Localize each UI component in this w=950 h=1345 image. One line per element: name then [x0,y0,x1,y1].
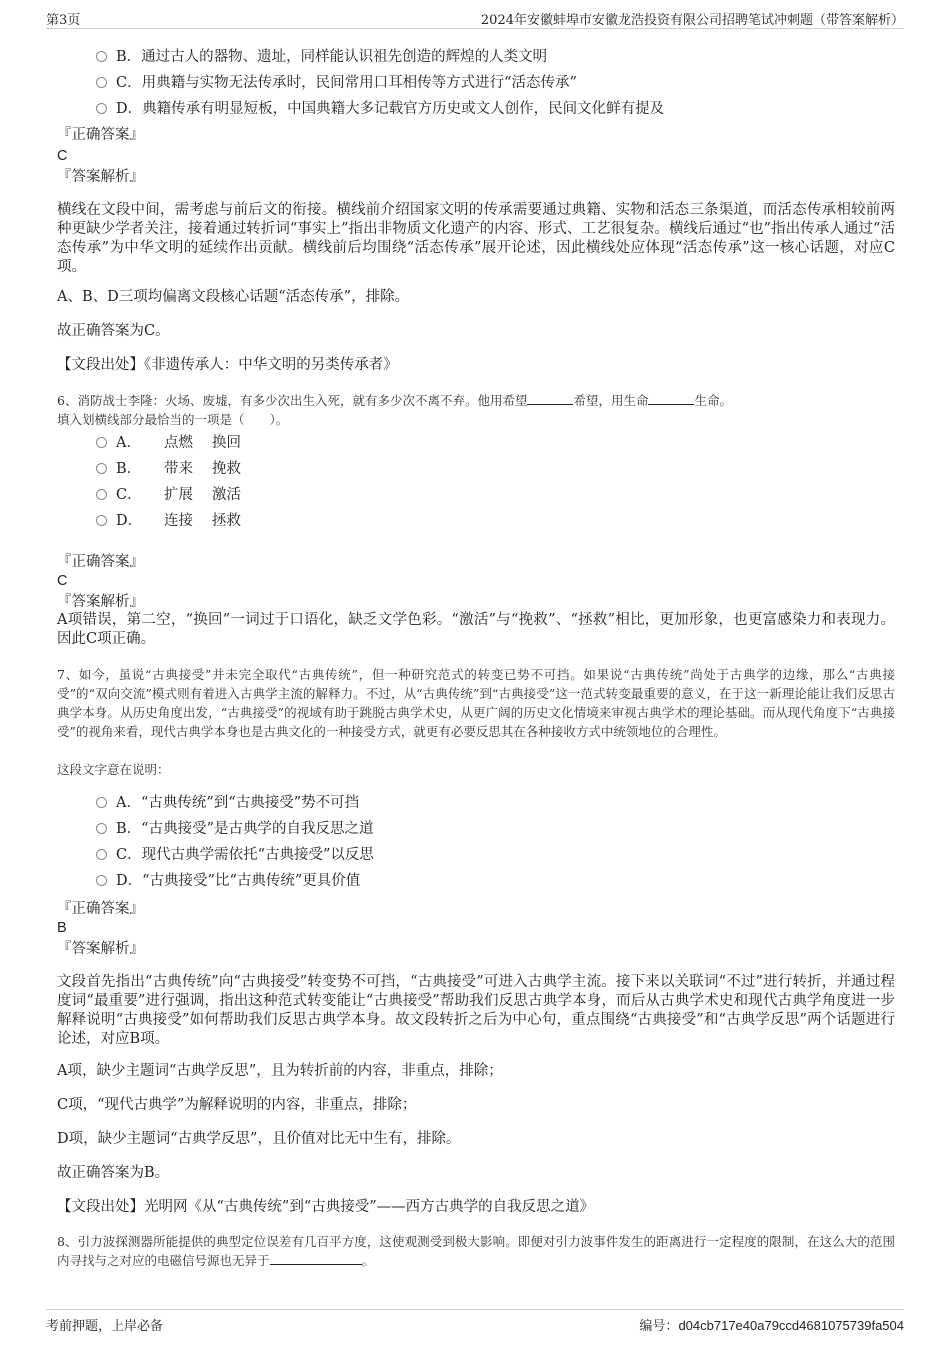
q7-option-b[interactable]: B．“古典接受”是古典学的自我反思之道 [96,818,373,840]
q7-option-a[interactable]: A．“古典传统”到“古典接受”势不可挡 [96,792,359,814]
radio-icon[interactable] [96,463,107,474]
q5-analysis-paragraph: 横线在文段中间，需考虑与前后文的衔接。横线前介绍国家文明的传承需要通过典籍、实物和活态三条渠道，而活态传承相较前两种更缺少学者关注，接着通过转折词“事实上”指出非物质文化遗产的内容、形式、工艺很复杂。横线后通过“也”指出传承人通过“活态传承”为中华文明的延续作出贡献。横线前后均围绕“活态传承”展开论述，因此横线处应体现“活态传承”这一核心话题，对应C项。 [57,202,895,275]
q5-answer: C [57,148,68,164]
q6-analysis: A项错误，第二空，“换回”一词过于口语化，缺乏文学色彩。“激活”与“挽救”、“拯救”相比，更加形象，也更富感染力和表现力。因此C项正确。 [57,612,895,647]
q6-analysis-label: 『答案解析』 [57,594,144,610]
q5-option-b[interactable]: B．通过古人的器物、遗址，同样能认识祖先创造的辉煌的人类文明 [96,46,547,68]
radio-icon[interactable] [96,77,107,88]
q6-option-a[interactable]: A． 点燃 换回 [96,432,241,454]
q5-answer-label: 『正确答案』 [57,127,144,143]
blank-1 [527,392,573,405]
radio-icon[interactable] [96,51,107,62]
q6-option-c[interactable]: C． 扩展 激活 [96,484,241,506]
q5-analysis-exclusion: A、B、D三项均偏离文段核心话题“活态传承”，排除。 [57,289,410,305]
page-footer [46,1309,904,1336]
q7-analysis-label: 『答案解析』 [57,941,144,957]
q7-answer-label: 『正确答案』 [57,901,144,917]
q6-answer-label: 『正确答案』 [57,554,144,570]
radio-icon[interactable] [96,875,107,886]
document-title: 2024年安徽蚌埠市安徽龙浩投资有限公司招聘笔试冲刺题（带答案解析） [480,13,904,28]
radio-icon[interactable] [96,849,107,860]
q7-source: 【文段出处】光明网《从“古典传统”到“古典接受”——西方古典学的自我反思之道》 [57,1199,595,1215]
radio-icon[interactable] [96,103,107,114]
q7-analysis-paragraph: 文段首先指出“古典传统”向“古典接受”转变势不可挡，“古典接受”可进入古典学主流。接下来以关联词“不过”进行转折，并通过程度词“最重要”进行强调，指出这种范式转变能让“古典接受”帮助我们反思古典学本身，而后从古典学术史和现代古典学角度进一步解释说明“古典接受”如何帮助我们反思古典学本身。故文段转折之后为中心句，重点围绕“古典接受”和“古典学反思”两个话题进行论述，对应B项。 [57,974,895,1047]
q5-option-d[interactable]: D．典籍传承有明显短板，中国典籍大多记载官方历史或文人创作，民间文化鲜有提及 [96,98,664,120]
radio-icon[interactable] [96,515,107,526]
q8-stem: 8、引力波探测器所能提供的典型定位误差有几百平方度，这使观测受到极大影响。即便对引力波事件发生的距离进行一定程度的限制，在这么大的范围内寻找与之对应的电磁信号源也无异于 。 [57,1234,895,1268]
q5-source: 【文段出处】《非遗传承人：中华文明的另类传承者》 [57,357,398,373]
q7-question: 这段文字意在说明： [57,762,170,777]
q5-option-c[interactable]: C．用典籍与实物无法传承时，民间常用口耳相传等方式进行“活态传承” [96,72,577,94]
q6-stem: 6、消防战士李隆：火场、废墟，有多少次出生入死，就有多少次不离不弃。他用希望 希望，用生命 生命。 [57,393,732,408]
q5-analysis-label: 『答案解析』 [57,169,144,185]
q7-option-d[interactable]: D．“古典接受”比“古典传统”更具价值 [96,870,360,892]
radio-icon[interactable] [96,489,107,500]
page-number: 第3页 [46,13,81,28]
q6-option-b[interactable]: B． 带来 挽救 [96,458,241,480]
radio-icon[interactable] [96,823,107,834]
blank-1 [270,1252,362,1265]
q6-prompt: 填入划横线部分最恰当的一项是（ ）。 [57,412,289,427]
q7-analysis-d: D项，缺少主题词“古典学反思”，且价值对比无中生有，排除。 [57,1131,461,1147]
q7-answer: B [57,920,67,936]
q7-analysis-conclusion: 故正确答案为B。 [57,1165,170,1181]
q6-answer: C [57,573,68,589]
q7-analysis-a: A项，缺少主题词“古典学反思”，且为转折前的内容，非重点，排除； [57,1063,503,1079]
page-header [46,8,904,29]
footer-slogan: 考前押题，上岸必备 [46,1319,164,1334]
radio-icon[interactable] [96,797,107,808]
radio-icon[interactable] [96,437,107,448]
document-id: 编号：d04cb717e40a79ccd4681075739fa504 [639,1318,904,1334]
blank-2 [648,392,694,405]
q5-analysis-conclusion: 故正确答案为C。 [57,323,170,339]
q7-stem: 7、如今，虽说“古典接受”并未完全取代“古典传统”，但一种研究范式的转变已势不可挡。如果说“古典传统”尚处于古典学的边缘，那么“古典接受”的“双向交流”模式则有着进入古典学主流的解释力。不过，从“古典传统”到“古典接受”这一范式转变最重要的意义，在于这一新理论能让我们反思古典学本身。从历史角度出发，“古典接受”的视域有助于跳脱古典学术史，从更广阔的历史文化情境来审视古典学术的理论基础。而从现代角度下“古典接受”的视角来看，现代古典学本身也是古典文化的一种接受方式，就更有必要反思其在各种接收方式中统领地位的合理性。 [57,667,895,739]
q7-analysis-c: C项，“现代古典学”为解释说明的内容，非重点，排除； [57,1097,417,1113]
q7-option-c[interactable]: C．现代古典学需依托“古典接受”以反思 [96,844,374,866]
q6-option-d[interactable]: D． 连接 拯救 [96,510,241,532]
